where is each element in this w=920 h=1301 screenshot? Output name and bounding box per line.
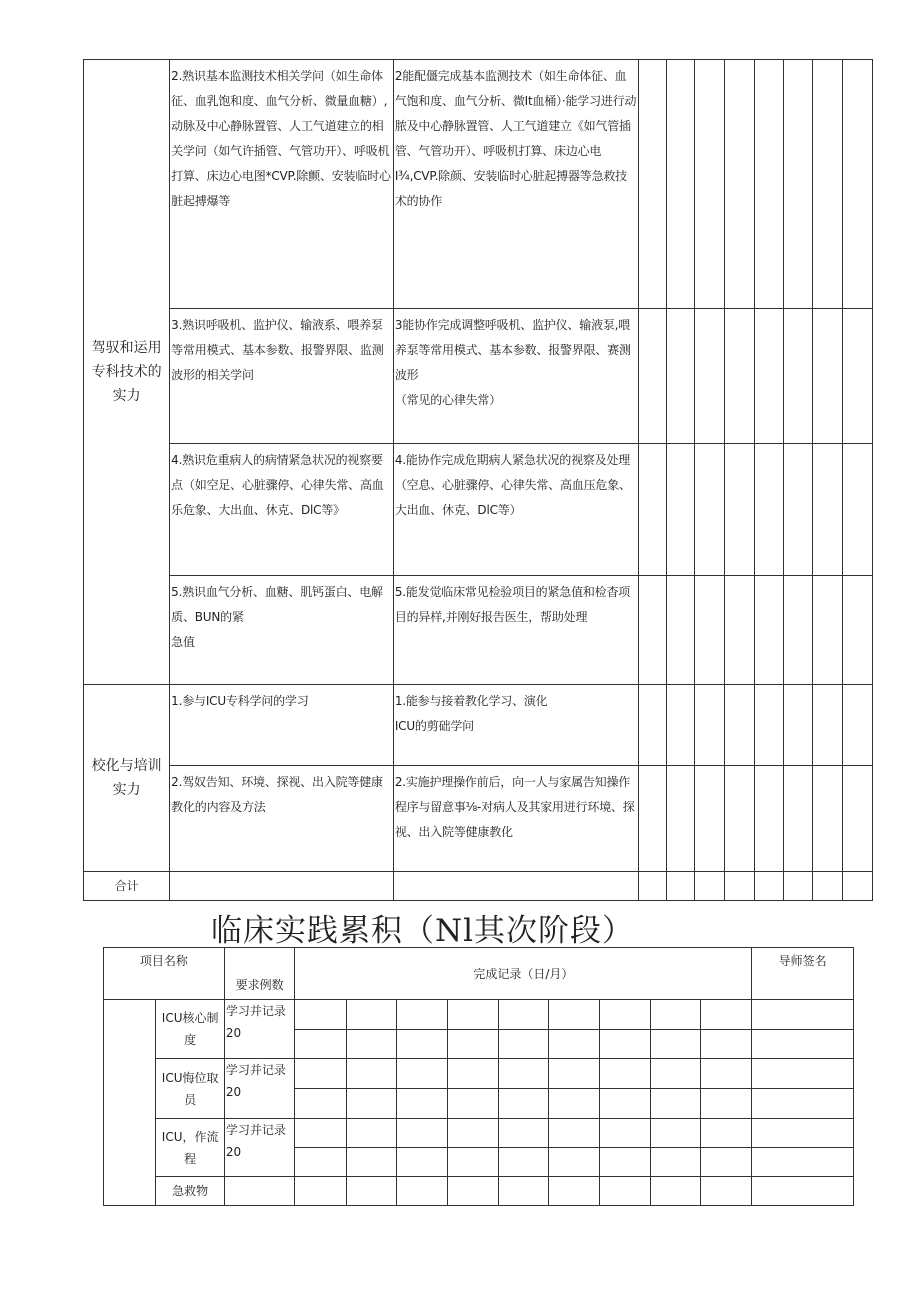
item-requirement: [224, 1177, 295, 1206]
score-cell: [843, 766, 873, 872]
score-cell: [639, 309, 667, 444]
score-cell: [783, 766, 813, 872]
record-cell: [448, 1119, 498, 1148]
score-cell: [813, 872, 843, 901]
item-name: 急救物: [156, 1177, 224, 1206]
header-required-count: 要求例数: [224, 948, 295, 1000]
table-row: [84, 766, 873, 872]
score-cell: [754, 309, 783, 444]
record-cell: [498, 1000, 548, 1030]
score-cell: [843, 60, 873, 309]
score-cell: [783, 60, 813, 309]
total-label: 合计: [84, 872, 170, 901]
record-cell: [397, 1177, 448, 1206]
signature-cell: [752, 1089, 854, 1119]
signature-cell: [752, 1177, 854, 1206]
score-cell: [843, 872, 873, 901]
record-cell: [548, 1177, 599, 1206]
score-cell: [725, 309, 755, 444]
record-cell: [548, 1089, 599, 1119]
record-cell: [700, 1148, 751, 1177]
record-cell: [650, 1059, 700, 1089]
signature-cell: [752, 1030, 854, 1059]
record-cell: [548, 1119, 599, 1148]
record-cell: [650, 1000, 700, 1030]
total-cell: [170, 872, 394, 901]
record-cell: [346, 1119, 396, 1148]
score-cell: [725, 576, 755, 685]
table-row: [104, 1119, 854, 1148]
ability-cell: 1.能参与接着教化学习、演化 ICU的剪础学问: [393, 685, 638, 766]
score-cell: [639, 872, 667, 901]
record-cell: [548, 1000, 599, 1030]
ability-cell: 4.能协作完成危期病人紧急状况的视察及处理（空息、心脏骤停、心律失常、高血压危象、大出血、休克、DlC等）: [393, 444, 638, 576]
score-cell: [695, 309, 725, 444]
item-requirement: 学习并记录20: [224, 1000, 295, 1059]
record-cell: [346, 1059, 396, 1089]
score-cell: [666, 872, 695, 901]
table-row: [104, 1059, 854, 1089]
score-cell: [754, 685, 783, 766]
record-cell: [700, 1059, 751, 1089]
record-cell: [498, 1119, 548, 1148]
record-cell: [650, 1148, 700, 1177]
score-cell: [695, 576, 725, 685]
score-cell: [813, 309, 843, 444]
record-cell: [600, 1119, 650, 1148]
record-cell: [397, 1059, 448, 1089]
record-cell: [498, 1059, 548, 1089]
score-cell: [666, 444, 695, 576]
ability-cell: 2能配僵完成基本监测技术（如生命体征、血气饱和度、血气分析、微It血桶）·能学习进行动脓及中心静脉置管、人工气道建立《如气管插管、气管功开）、呼吸机打算、床边心电I¾,CVP.除颜、安装临时心脏起搏器等急救技术的协作: [393, 60, 638, 309]
knowledge-cell: 1.参与ICU专科学问的学习: [170, 685, 394, 766]
record-cell: [600, 1177, 650, 1206]
score-cell: [843, 685, 873, 766]
record-cell: [397, 1030, 448, 1059]
signature-cell: [752, 1000, 854, 1030]
score-cell: [843, 309, 873, 444]
ability-cell: 3能协作完成调整呼吸机、监护仪、输液泵,喂养泵等常用模式、基本参数、报警界限、赛测波形 （常见的心律失常）: [393, 309, 638, 444]
score-cell: [666, 576, 695, 685]
record-cell: [600, 1000, 650, 1030]
record-cell: [346, 1030, 396, 1059]
record-cell: [295, 1119, 346, 1148]
score-cell: [754, 576, 783, 685]
table-row: [84, 576, 873, 685]
score-cell: [695, 766, 725, 872]
score-cell: [783, 576, 813, 685]
score-cell: [813, 685, 843, 766]
score-cell: [639, 685, 667, 766]
score-cell: [813, 444, 843, 576]
record-cell: [397, 1089, 448, 1119]
signature-cell: [752, 1059, 854, 1089]
record-cell: [650, 1119, 700, 1148]
score-cell: [754, 444, 783, 576]
table-header-row: [104, 948, 854, 1000]
record-cell: [548, 1059, 599, 1089]
record-cell: [650, 1089, 700, 1119]
item-name: ICU核心制度: [156, 1000, 224, 1059]
score-cell: [639, 60, 667, 309]
score-cell: [754, 60, 783, 309]
table-row: [104, 1177, 854, 1206]
score-cell: [695, 872, 725, 901]
score-cell: [639, 766, 667, 872]
record-cell: [498, 1177, 548, 1206]
knowledge-cell: 2.熟识基本监测技术相关学问（如生命体征、血乳饱和度、血气分析、微量血糖）,动脉及中心静脉置管、人工气道建立的相关学问（如气许插管、气管功开）、呼吸机打算、床边心电图*CVP.除颤、安装临时心脏起搏爆等: [170, 60, 394, 309]
score-cell: [725, 444, 755, 576]
record-cell: [700, 1030, 751, 1059]
header-mentor-signature: 导师签名: [752, 948, 854, 1000]
header-completion-record: 完成记录（日/月）: [295, 948, 752, 1000]
record-cell: [448, 1177, 498, 1206]
section-label-training: 校化与培训实力: [84, 685, 170, 872]
record-cell: [700, 1089, 751, 1119]
score-cell: [843, 576, 873, 685]
score-cell: [783, 872, 813, 901]
record-cell: [448, 1148, 498, 1177]
record-cell: [600, 1148, 650, 1177]
section-label-specialty: 驾驭和运用专科技术的实力: [84, 60, 170, 685]
signature-cell: [752, 1148, 854, 1177]
record-cell: [295, 1089, 346, 1119]
score-cell: [813, 576, 843, 685]
section-title: 临床实践累积（Nl其次阶段）: [211, 913, 635, 949]
record-cell: [448, 1000, 498, 1030]
score-cell: [754, 766, 783, 872]
ability-cell: 2.实施护理操作前后，向一人与家属告知操作程序与留意事⅛-对病人及其家用迸行环境、探视、出入院等健康教化: [393, 766, 638, 872]
score-cell: [695, 60, 725, 309]
ability-cell: 5.能发觉临床常见检验项目的紧急值和检杳项目的异样,并刚好报告医生，帮助处理: [393, 576, 638, 685]
record-cell: [700, 1177, 751, 1206]
score-cell: [666, 60, 695, 309]
score-cell: [754, 872, 783, 901]
item-name: ICU悔位取员: [156, 1059, 224, 1119]
total-cell: [393, 872, 638, 901]
competency-table: [83, 59, 873, 901]
record-cell: [346, 1148, 396, 1177]
score-cell: [725, 872, 755, 901]
table-row: [84, 444, 873, 576]
table-row: [104, 1000, 854, 1030]
score-cell: [813, 60, 843, 309]
score-cell: [725, 766, 755, 872]
record-cell: [295, 1030, 346, 1059]
score-cell: [666, 766, 695, 872]
score-cell: [639, 576, 667, 685]
knowledge-cell: 5.熟识血气分析、血糖、肌钙蛋白、电解质、BUN的紧 急值: [170, 576, 394, 685]
record-cell: [548, 1030, 599, 1059]
knowledge-cell: 3.熟识呼吸机、监护仪、输液系、喂养泵等常用模式、基本参数、报警界限、监测波形的相关学问: [170, 309, 394, 444]
knowledge-cell: 2.驾奴告知、环境、探视、出入院等健康教化的内容及方法: [170, 766, 394, 872]
table-row-total: [84, 872, 873, 901]
record-cell: [650, 1177, 700, 1206]
score-cell: [666, 309, 695, 444]
score-cell: [783, 685, 813, 766]
record-cell: [650, 1030, 700, 1059]
record-cell: [448, 1059, 498, 1089]
item-requirement: 学习并记录20: [224, 1119, 295, 1177]
score-cell: [695, 444, 725, 576]
record-cell: [498, 1030, 548, 1059]
score-cell: [666, 685, 695, 766]
signature-cell: [752, 1119, 854, 1148]
record-cell: [600, 1059, 650, 1089]
record-cell: [448, 1089, 498, 1119]
record-cell: [346, 1000, 396, 1030]
table-row: [84, 685, 873, 766]
score-cell: [813, 766, 843, 872]
score-cell: [725, 685, 755, 766]
record-cell: [700, 1119, 751, 1148]
record-cell: [498, 1148, 548, 1177]
blank-category-cell: [104, 1000, 156, 1206]
item-requirement: 学习并记录20: [224, 1059, 295, 1119]
record-cell: [600, 1030, 650, 1059]
record-cell: [295, 1177, 346, 1206]
record-cell: [600, 1089, 650, 1119]
record-cell: [397, 1148, 448, 1177]
record-cell: [397, 1000, 448, 1030]
score-cell: [695, 685, 725, 766]
score-cell: [725, 60, 755, 309]
record-cell: [346, 1089, 396, 1119]
score-cell: [843, 444, 873, 576]
practice-record-table: [103, 947, 854, 1206]
header-item-name: 项目名称: [104, 948, 225, 1000]
record-cell: [295, 1148, 346, 1177]
score-cell: [639, 444, 667, 576]
record-cell: [295, 1059, 346, 1089]
record-cell: [700, 1000, 751, 1030]
record-cell: [448, 1030, 498, 1059]
record-cell: [346, 1177, 396, 1206]
record-cell: [548, 1148, 599, 1177]
knowledge-cell: 4.熟识危重病人的病情紧急状况的视察要点（如空足、心脏骤停、心律失常、高血乐危象、大出血、休克、DlC等》: [170, 444, 394, 576]
record-cell: [397, 1119, 448, 1148]
table-row: [84, 60, 873, 309]
item-name: ICU，作流程: [156, 1119, 224, 1177]
table-row: [84, 309, 873, 444]
record-cell: [498, 1089, 548, 1119]
score-cell: [783, 444, 813, 576]
record-cell: [295, 1000, 346, 1030]
score-cell: [783, 309, 813, 444]
